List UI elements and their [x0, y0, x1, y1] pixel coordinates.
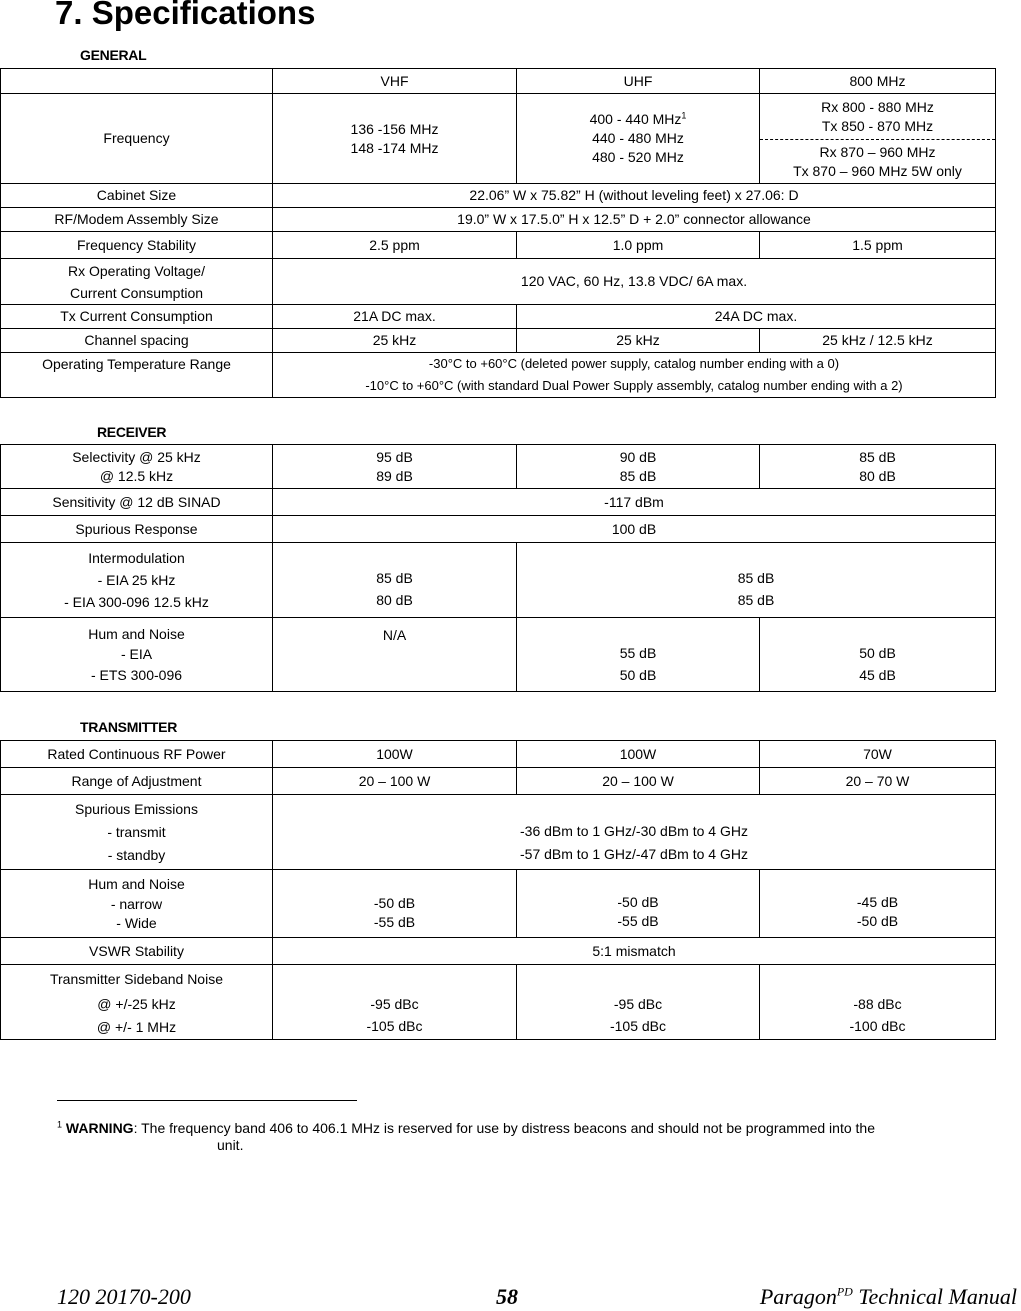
- header-800mhz: 800 MHz: [760, 69, 996, 94]
- temperature-label: Operating Temperature Range: [1, 353, 273, 398]
- cell-line: -100 dBc: [849, 1018, 906, 1034]
- cell-line: -55 dB: [617, 912, 659, 929]
- sensitivity-value: -117 dBm: [273, 489, 996, 516]
- cell-line: -105 dBc: [609, 1018, 667, 1034]
- intermod-uhf-800: [517, 543, 996, 618]
- cell-line: 85 dB: [376, 570, 413, 586]
- tx-spurious-value: [273, 795, 996, 870]
- cell-line: - standby: [107, 846, 166, 863]
- cell-line: Hum and Noise: [88, 876, 185, 892]
- transmitter-heading: TRANSMITTER: [80, 719, 178, 735]
- power-800: 70W: [760, 741, 996, 768]
- footnote-warning-label: WARNING: [65, 1120, 134, 1136]
- cell-line: Selectivity @ 25 kHz: [72, 448, 201, 465]
- manual-title: [760, 1284, 1017, 1310]
- cell-line: 85 dB: [619, 467, 657, 484]
- cell-line: - narrow: [110, 896, 163, 912]
- manual-title-brand: Paragon: [759, 1284, 837, 1309]
- cell-line: -50 dB: [617, 893, 659, 910]
- cell-line: - transmit: [107, 823, 166, 840]
- power-uhf: 100W: [517, 741, 760, 768]
- cell-line: -88 dBc: [853, 996, 902, 1012]
- footnote-divider: [57, 1100, 357, 1101]
- table-row: [1, 184, 996, 208]
- cell-line: Rx Operating Voltage/: [68, 262, 205, 279]
- frequency-vhf: [273, 94, 517, 184]
- cell-line: 55 dB: [619, 644, 657, 661]
- cell-line: 440 - 480 MHz: [592, 130, 684, 146]
- cell-line: 85 dB: [737, 570, 775, 586]
- cell-line: 85 dB: [737, 592, 775, 608]
- tx-current-vhf: 21A DC max.: [273, 305, 517, 329]
- cell-line: 480 - 520 MHz: [592, 149, 684, 165]
- spacing-vhf: 25 kHz: [273, 329, 517, 353]
- cell-line: -95 dBc: [370, 996, 419, 1012]
- cell-line: -10°C to +60°C (with standard Dual Power Supply assembly, catalog number ending with a 2): [365, 378, 903, 393]
- header-vhf: VHF: [273, 69, 517, 94]
- cabinet-value: 22.06” W x 75.82” H (without leveling feet) x 27.06: D: [273, 184, 996, 208]
- table-row: [1, 305, 996, 329]
- cell-line: @ 12.5 kHz: [99, 467, 174, 484]
- cell-line: -45 dB: [856, 893, 899, 910]
- cell-line: Hum and Noise: [88, 626, 185, 642]
- rx-hum-vhf: N/A: [273, 618, 517, 692]
- table-row: [1, 69, 996, 94]
- cell-line: Rx 870 – 960 MHz: [819, 143, 936, 160]
- table-row: [1, 329, 996, 353]
- intermod-vhf: [273, 543, 517, 618]
- table-row: [1, 208, 996, 232]
- cell-line: -57 dBm to 1 GHz/-47 dBm to 4 GHz: [520, 846, 748, 862]
- frequency-label: Frequency: [1, 94, 273, 184]
- frequency-800-b: [760, 140, 996, 184]
- table-row: [1, 489, 996, 516]
- tx-current-uhf-800: 24A DC max.: [517, 305, 996, 329]
- rx-voltage-label: [1, 259, 273, 305]
- cell-line: Tx 870 – 960 MHz 5W only: [793, 162, 962, 179]
- cell-line: -50 dB: [856, 912, 899, 929]
- cell-line: 50 dB: [619, 666, 657, 683]
- cell-line: -95 dBc: [613, 996, 663, 1012]
- cell-line: - ETS 300-096: [90, 667, 183, 683]
- power-label: Rated Continuous RF Power: [1, 741, 273, 768]
- table-row: [1, 741, 996, 768]
- stability-vhf: 2.5 ppm: [273, 232, 517, 259]
- cell-line: Spurious Emissions: [75, 800, 198, 817]
- rx-hum-800: [760, 618, 996, 692]
- spacing-uhf: 25 kHz: [517, 329, 760, 353]
- cell-line: 90 dB: [619, 448, 657, 465]
- selectivity-vhf: [273, 445, 517, 489]
- cell-line: 85 dB: [859, 448, 896, 465]
- cell-line: - Wide: [116, 915, 157, 931]
- table-row: [1, 938, 996, 965]
- table-row: [1, 94, 996, 140]
- selectivity-uhf: [517, 445, 760, 489]
- general-table: [0, 68, 996, 398]
- cell-line: Tx 850 - 870 MHz: [821, 117, 934, 134]
- adjust-uhf: 20 – 100 W: [517, 768, 760, 795]
- footnote-continuation: unit.: [217, 1137, 244, 1153]
- sideband-label: [1, 965, 273, 1040]
- sensitivity-label: Sensitivity @ 12 dB SINAD: [1, 489, 273, 516]
- rx-voltage-value: 120 VAC, 60 Hz, 13.8 VDC/ 6A max.: [273, 259, 996, 305]
- table-row: [1, 259, 996, 305]
- page-title: 7. Specifications: [55, 0, 316, 31]
- cell-line: 95 dB: [376, 448, 413, 465]
- cell-line: 50 dB: [859, 644, 896, 661]
- cell-line: Transmitter Sideband Noise: [49, 971, 223, 987]
- cell-line: -36 dBm to 1 GHz/-30 dBm to 4 GHz: [520, 823, 748, 839]
- spurious-response-value: 100 dB: [273, 516, 996, 543]
- sideband-vhf: [273, 965, 517, 1040]
- uhf-first-band: 400 - 440 MHz: [589, 111, 682, 127]
- vswr-value: 5:1 mismatch: [273, 938, 996, 965]
- tx-hum-label: [1, 870, 273, 938]
- table-row: [1, 353, 996, 398]
- table-row: [1, 516, 996, 543]
- cabinet-label: Cabinet Size: [1, 184, 273, 208]
- page-number: 58: [496, 1284, 518, 1309]
- cell-line: -30°C to +60°C (deleted power supply, catalog number ending with a 0): [428, 356, 840, 371]
- cell-line: -55 dB: [373, 913, 416, 930]
- spurious-response-label: Spurious Response: [1, 516, 273, 543]
- table-row: [1, 870, 996, 938]
- table-row: [1, 965, 996, 1040]
- footnote: [57, 1120, 987, 1154]
- general-heading: GENERAL: [80, 47, 147, 63]
- cell-line: @ +/- 1 MHz: [96, 1019, 177, 1035]
- cell-line: @ +/-25 kHz: [97, 996, 176, 1012]
- table-row: [1, 543, 996, 618]
- receiver-heading: RECEIVER: [97, 424, 167, 440]
- receiver-table: [0, 444, 996, 692]
- power-vhf: 100W: [273, 741, 517, 768]
- sideband-800: [760, 965, 996, 1040]
- rx-hum-uhf: [517, 618, 760, 692]
- header-uhf: UHF: [517, 69, 760, 94]
- footnote-text: : The frequency band 406 to 406.1 MHz is reserved for use by distress beacons and should not be programmed into the: [133, 1120, 875, 1136]
- header-cell-empty: [1, 69, 273, 94]
- cell-line: 80 dB: [859, 467, 896, 484]
- cell-line: -105 dBc: [366, 1018, 423, 1034]
- cell-line: - EIA: [120, 646, 153, 662]
- selectivity-800: [760, 445, 996, 489]
- cell-line: - EIA 25 kHz: [97, 572, 176, 588]
- intermod-label: [1, 543, 273, 618]
- transmitter-table: [0, 740, 996, 1040]
- cell-line: Rx 800 - 880 MHz: [821, 98, 934, 115]
- cell-line: Intermodulation: [88, 550, 185, 566]
- cell-line: 89 dB: [376, 467, 413, 484]
- cell-line: [519, 110, 757, 129]
- frequency-800-a: [760, 94, 996, 140]
- adjust-800: 20 – 70 W: [760, 768, 996, 795]
- tx-spurious-label: [1, 795, 273, 870]
- tx-hum-vhf: [273, 870, 517, 938]
- rf-modem-value: 19.0” W x 17.5.0” H x 12.5” D + 2.0” connector allowance: [273, 208, 996, 232]
- sideband-uhf: [517, 965, 760, 1040]
- frequency-uhf: [517, 94, 760, 184]
- adjust-label: Range of Adjustment: [1, 768, 273, 795]
- manual-title-rest: Technical Manual: [852, 1284, 1017, 1309]
- temperature-value: [273, 353, 996, 398]
- tx-hum-uhf: [517, 870, 760, 938]
- tx-hum-800: [760, 870, 996, 938]
- document-number: 120 20170-200: [57, 1284, 191, 1309]
- cell-line: Current Consumption: [69, 284, 204, 301]
- manual-title-superscript: PD: [836, 1284, 853, 1299]
- table-row: [1, 795, 996, 870]
- cell-line: 80 dB: [376, 592, 413, 608]
- spacing-label: Channel spacing: [1, 329, 273, 353]
- stability-800: 1.5 ppm: [760, 232, 996, 259]
- rf-modem-label: RF/Modem Assembly Size: [1, 208, 273, 232]
- table-row: [1, 232, 996, 259]
- cell-line: 45 dB: [859, 666, 896, 683]
- vswr-label: VSWR Stability: [1, 938, 273, 965]
- footnote-mark: 1: [57, 1119, 63, 1130]
- cell-line: 136 -156 MHz: [350, 120, 439, 137]
- table-row: [1, 445, 996, 489]
- footnote-ref: 1: [681, 110, 687, 121]
- cell-line: -50 dB: [373, 894, 416, 911]
- stability-label: Frequency Stability: [1, 232, 273, 259]
- stability-uhf: 1.0 ppm: [517, 232, 760, 259]
- table-row: [1, 768, 996, 795]
- rx-hum-label: [1, 618, 273, 692]
- spacing-800: 25 kHz / 12.5 kHz: [760, 329, 996, 353]
- table-row: [1, 618, 996, 692]
- cell-line: - EIA 300-096 12.5 kHz: [64, 594, 209, 610]
- cell-line: 148 -174 MHz: [350, 139, 439, 156]
- adjust-vhf: 20 – 100 W: [273, 768, 517, 795]
- selectivity-label: [1, 445, 273, 489]
- tx-current-label: Tx Current Consumption: [1, 305, 273, 329]
